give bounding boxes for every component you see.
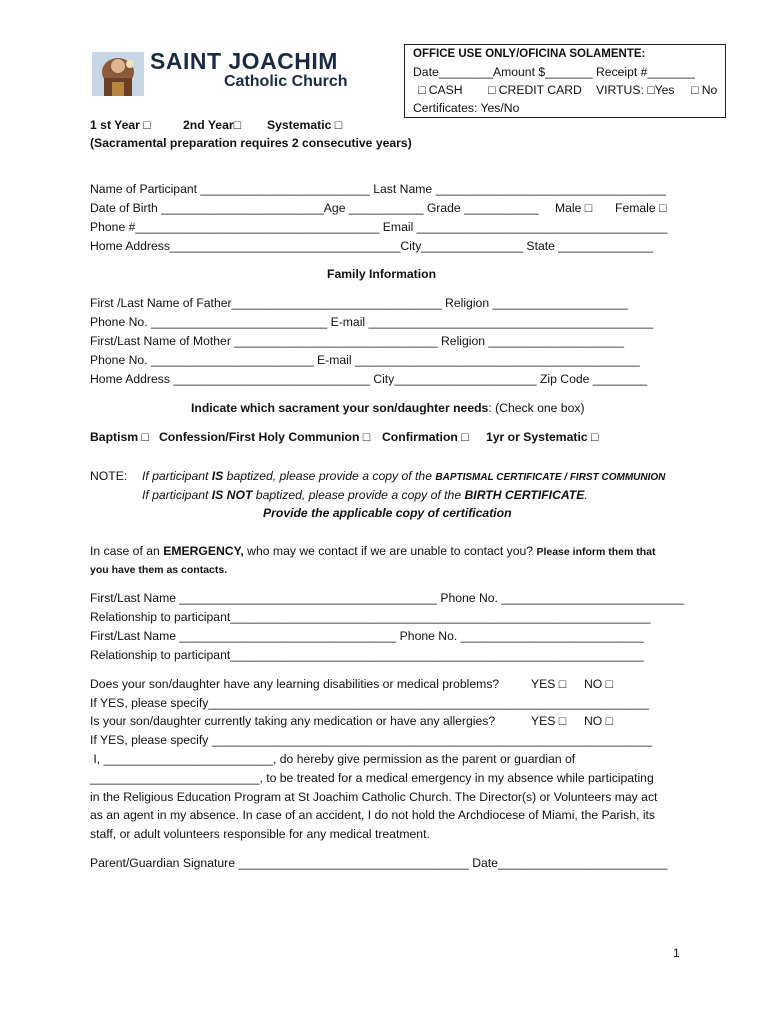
family-information-heading: Family Information: [327, 267, 437, 281]
baptism-checkbox[interactable]: Baptism □: [90, 430, 149, 444]
permission-line-5: staff, or adult volunteers responsible for any medical treatment.: [90, 827, 430, 841]
note-line1-a: If participant: [142, 469, 212, 483]
emergency-contact1-field[interactable]: First/Last Name ______________________________________ Phone No. ___________________________: [90, 591, 685, 605]
emergency-intro-d: Please inform them that: [536, 546, 656, 558]
sacrament-prompt-bold: Indicate which sacrament your son/daughter needs: [191, 401, 489, 415]
permission-line-2[interactable]: _________________________, to be treated for a medical emergency in my absence while participating: [90, 771, 654, 785]
systematic-checkbox[interactable]: Systematic □: [267, 118, 343, 132]
emergency-intro: [90, 544, 655, 560]
note-line2-birth-certificate: BIRTH CERTIFICATE: [464, 488, 585, 502]
office-use-credit-card-checkbox[interactable]: □ CREDIT CARD: [488, 83, 582, 97]
permission-line-3: in the Religious Education Program at St Joachim Catholic Church. The Director(s) or Volunteers may act: [90, 790, 658, 804]
participant-address-field[interactable]: Home Address__________________________________City_______________ State ______________: [90, 239, 654, 253]
note-line2-e: .: [584, 488, 588, 502]
note-line1-is: IS: [211, 469, 224, 483]
emergency-intro-a: In case of an: [90, 544, 164, 558]
father-name-religion-field[interactable]: First /Last Name of Father_______________________________ Religion ____________________: [90, 296, 629, 310]
participant-name-field[interactable]: Name of Participant _________________________ Last Name __________________________________: [90, 182, 667, 196]
org-name-line2: Catholic Church: [224, 73, 348, 90]
office-use-date-amount-receipt[interactable]: Date________Amount $_______ Receipt #_______: [413, 65, 695, 79]
medical-q2-no-checkbox[interactable]: NO □: [584, 714, 614, 728]
one-year-systematic-checkbox[interactable]: 1yr or Systematic □: [486, 430, 599, 444]
first-communion-checkbox[interactable]: Confession/First Holy Communion □: [159, 430, 371, 444]
note-label: NOTE:: [90, 469, 128, 483]
medical-q1-no-checkbox[interactable]: NO □: [584, 677, 614, 691]
permission-line-4: as an agent in my absence. In case of an accident, I do not hold the Archdiocese of Miami, the Parish, its: [90, 808, 656, 822]
emergency-intro-line2: you have them as contacts.: [90, 564, 228, 576]
permission-line-1[interactable]: I, _________________________, do hereby give permission as the parent or guardian of: [90, 752, 576, 766]
note-baptized-line: [142, 469, 665, 485]
second-year-checkbox[interactable]: 2nd Year□: [183, 118, 241, 132]
medical-q1-specify-field[interactable]: If YES, please specify_________________________________________________________________: [90, 696, 649, 710]
medical-q2-specify-field[interactable]: If YES, please specify _________________________________________________________________: [90, 733, 653, 747]
note-line2-is-not: IS NOT: [211, 488, 253, 502]
note-provide-certification: Provide the applicable copy of certification: [263, 506, 512, 520]
note-line2-c: baptized, please provide a copy of the: [252, 488, 465, 502]
sacrament-prompt: [191, 401, 585, 416]
medical-q1-yes-checkbox[interactable]: YES □: [531, 677, 567, 691]
note-not-baptized-line: [142, 488, 588, 503]
guardian-signature-date-field[interactable]: Parent/Guardian Signature __________________________________ Date_________________________: [90, 856, 668, 870]
office-use-cash-checkbox[interactable]: □ CASH: [418, 83, 463, 97]
female-checkbox[interactable]: Female □: [615, 201, 667, 215]
mother-name-religion-field[interactable]: First/Last Name of Mother ______________________________ Religion ____________________: [90, 334, 624, 348]
medical-question-2: Is your son/daughter currently taking any medication or have any allergies?: [90, 714, 496, 728]
confirmation-checkbox[interactable]: Confirmation □: [382, 430, 469, 444]
emergency-intro-c: who may we contact if we are unable to contact you?: [243, 544, 537, 558]
note-line1-certificate: BAPTISMAL CERTIFICATE / FIRST COMMUNION: [435, 472, 666, 483]
participant-dob-age-grade-field[interactable]: Date of Birth ________________________Age ___________ Grade ___________: [90, 201, 539, 215]
office-use-title: OFFICE USE ONLY/OFICINA SOLAMENTE:: [413, 48, 646, 60]
family-address-field[interactable]: Home Address _____________________________ City_____________________ Zip Code ________: [90, 372, 648, 386]
office-use-certificates: Certificates: Yes/No: [413, 101, 520, 115]
emergency-word: EMERGENCY,: [163, 544, 244, 558]
note-line1-c: baptized, please provide a copy of the: [223, 469, 436, 483]
first-year-checkbox[interactable]: 1 st Year □: [90, 118, 151, 132]
participant-phone-email-field[interactable]: Phone #____________________________________ Email _____________________________________: [90, 220, 668, 234]
org-name-line1: SAINT JOACHIM: [150, 48, 338, 74]
page-number: 1: [673, 946, 680, 960]
medical-q2-yes-checkbox[interactable]: YES □: [531, 714, 567, 728]
saint-joachim-logo-image: [92, 52, 144, 96]
sacrament-prompt-rest: : (Check one box): [488, 401, 585, 415]
emergency-relation2-field[interactable]: Relationship to participant_____________________________________________________________: [90, 648, 644, 662]
emergency-relation1-field[interactable]: Relationship to participant______________________________________________________________: [90, 610, 651, 624]
office-use-virtus-no-checkbox[interactable]: □ No: [691, 83, 718, 97]
medical-question-1: Does your son/daughter have any learning disabilities or medical problems?: [90, 677, 500, 691]
note-line2-a: If participant: [142, 488, 212, 502]
father-phone-email-field[interactable]: Phone No. __________________________ E-mail __________________________________________: [90, 315, 654, 329]
sacramental-note: (Sacramental preparation requires 2 consecutive years): [90, 136, 412, 150]
office-use-virtus-yes-checkbox[interactable]: VIRTUS: □Yes: [596, 83, 675, 97]
emergency-contact2-field[interactable]: First/Last Name ________________________________ Phone No. ___________________________: [90, 629, 644, 643]
mother-phone-email-field[interactable]: Phone No. ________________________ E-mail __________________________________________: [90, 353, 640, 367]
male-checkbox[interactable]: Male □: [555, 201, 593, 215]
